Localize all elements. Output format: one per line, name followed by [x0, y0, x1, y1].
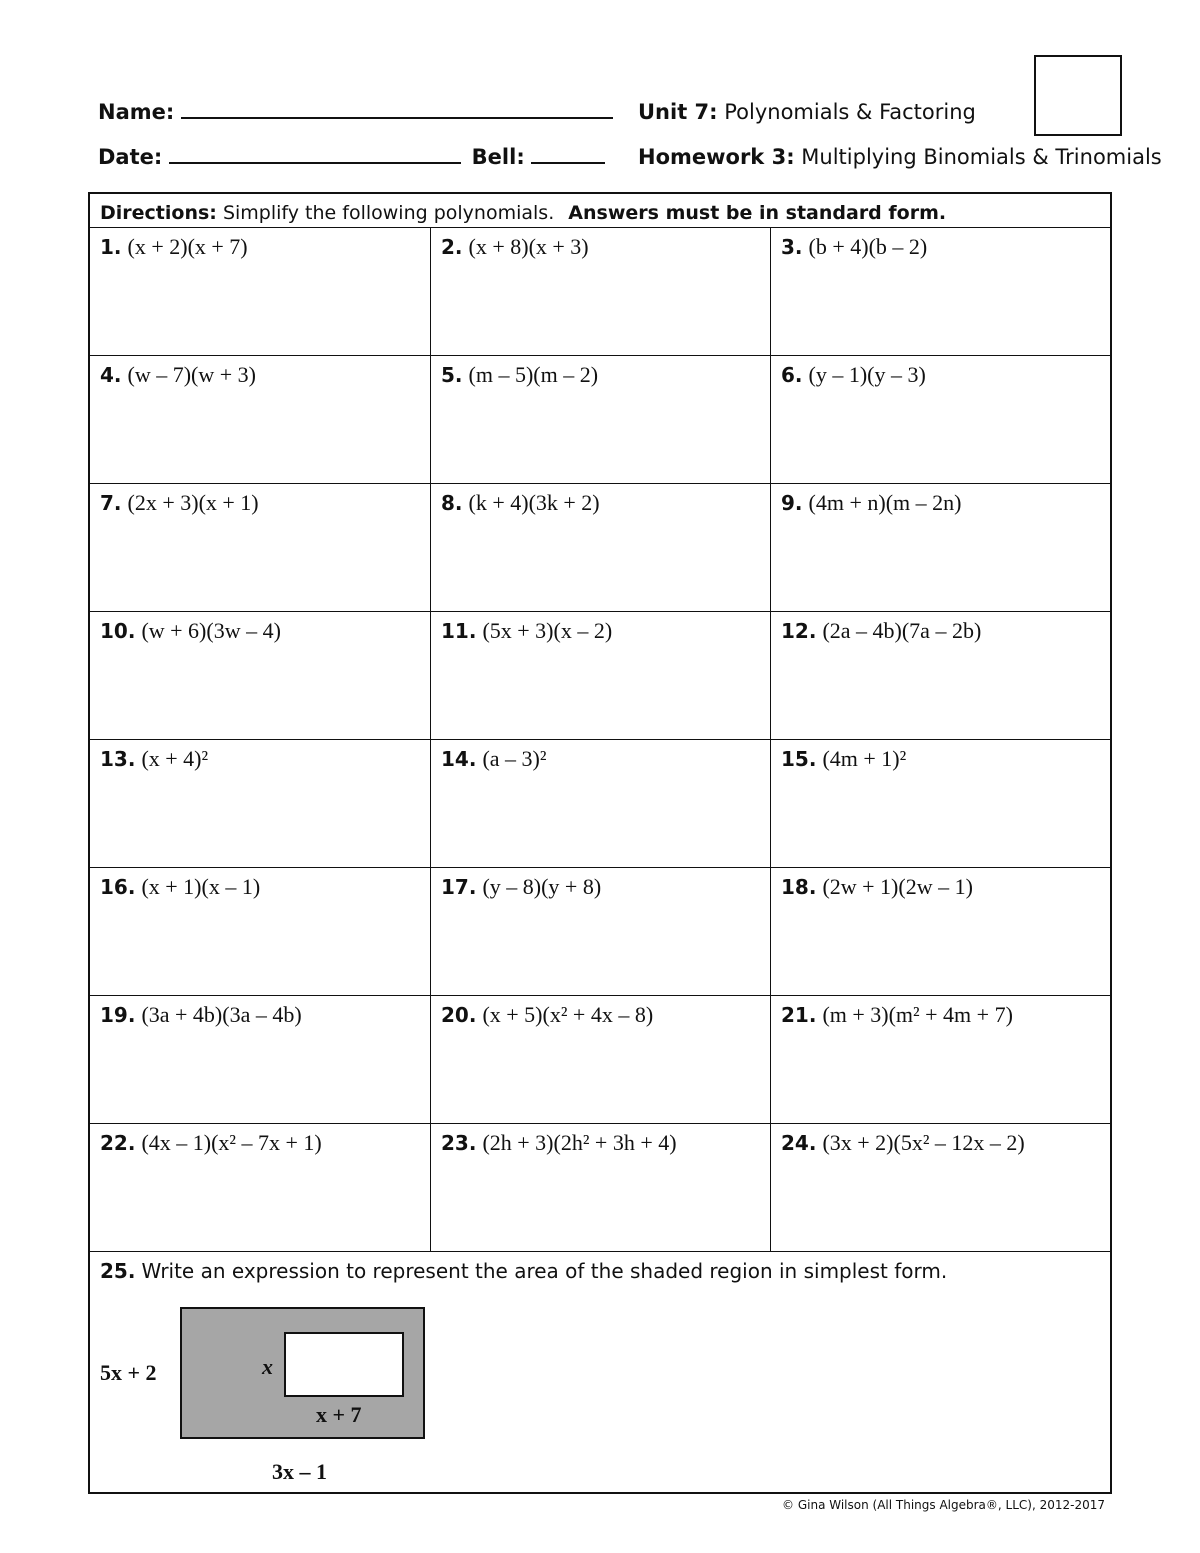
problem-expression: (m – 5)(m – 2) [468, 362, 599, 387]
problem-number: 18. [781, 875, 817, 899]
problem-number: 8. [441, 491, 463, 515]
problem-number: 5. [441, 363, 463, 387]
unit-heading [638, 100, 976, 124]
problem-number: 7. [100, 491, 122, 515]
problem-cell[interactable] [90, 612, 430, 739]
problem-cell[interactable] [770, 1124, 1110, 1251]
inner-height-label: x [262, 1354, 273, 1379]
problem-expression: (w – 7)(w + 3) [127, 362, 257, 387]
problem-expression: (y – 1)(y – 3) [808, 362, 926, 387]
problem-expression: (x + 4)² [141, 746, 209, 771]
question-25[interactable] [90, 1252, 1110, 1492]
problem-row [90, 868, 1110, 996]
problem-expression: (k + 4)(3k + 2) [468, 490, 600, 515]
problem-expression: (a – 3)² [482, 746, 547, 771]
question-25-prompt [100, 1259, 947, 1283]
problem-number: 11. [441, 619, 477, 643]
bell-label: Bell: [471, 145, 525, 169]
problem-cell[interactable] [430, 356, 770, 483]
directions-emphasis: Answers must be in standard form. [568, 202, 947, 224]
problem-expression: (2h + 3)(2h² + 3h + 4) [482, 1130, 677, 1155]
problem-number: 13. [100, 747, 136, 771]
copyright-notice: © Gina Wilson (All Things Algebra®, LLC), 2012-2017 [782, 1498, 1105, 1512]
problem-number: 4. [100, 363, 122, 387]
name-label: Name: [98, 100, 175, 124]
problem-expression: (4x – 1)(x² – 7x + 1) [141, 1130, 322, 1155]
problem-cell[interactable] [90, 484, 430, 611]
directions-text: Simplify the following polynomials. [222, 202, 555, 224]
problem-expression: (3a + 4b)(3a – 4b) [141, 1002, 302, 1027]
problem-cell[interactable] [430, 484, 770, 611]
problem-number: 21. [781, 1003, 817, 1027]
problem-cell[interactable] [90, 228, 430, 355]
homework-heading [638, 145, 1162, 169]
problem-expression: (5x + 3)(x – 2) [482, 618, 613, 643]
problem-cell[interactable] [770, 996, 1110, 1123]
problem-number: 1. [100, 235, 122, 259]
problem-cell[interactable] [430, 612, 770, 739]
problem-number: 19. [100, 1003, 136, 1027]
problem-expression: (4m + 1)² [822, 746, 907, 771]
question-25-text: Write an expression to represent the area of the shaded region in simplest form. [141, 1259, 948, 1283]
problem-row [90, 740, 1110, 868]
problem-expression: (3x + 2)(5x² – 12x – 2) [822, 1130, 1025, 1155]
problem-expression: (4m + n)(m – 2n) [808, 490, 962, 515]
directions-label: Directions: [100, 202, 217, 224]
problem-number: 17. [441, 875, 477, 899]
problem-expression: (2x + 3)(x + 1) [127, 490, 259, 515]
question-25-number: 25. [100, 1259, 136, 1283]
problem-expression: (2w + 1)(2w – 1) [822, 874, 973, 899]
problem-cell[interactable] [90, 740, 430, 867]
unshaded-inner-rectangle [284, 1332, 404, 1397]
homework-label: Homework 3: [638, 145, 795, 169]
problem-cell[interactable] [90, 868, 430, 995]
problem-cell[interactable] [430, 1124, 770, 1251]
problem-row [90, 484, 1110, 612]
problem-cell[interactable] [430, 228, 770, 355]
problem-row [90, 228, 1110, 356]
problem-row [90, 1124, 1110, 1252]
unit-label: Unit 7: [638, 100, 718, 124]
problem-expression: (x + 1)(x – 1) [141, 874, 261, 899]
problem-cell[interactable] [770, 228, 1110, 355]
problem-expression: (x + 8)(x + 3) [468, 234, 589, 259]
problem-expression: (x + 5)(x² + 4x – 8) [482, 1002, 654, 1027]
problem-cell[interactable] [770, 868, 1110, 995]
problem-number: 16. [100, 875, 136, 899]
problem-number: 23. [441, 1131, 477, 1155]
date-blank[interactable] [169, 162, 461, 164]
problem-number: 6. [781, 363, 803, 387]
problem-cell[interactable] [770, 356, 1110, 483]
bell-blank[interactable] [531, 162, 605, 164]
problem-expression: (x + 2)(x + 7) [127, 234, 248, 259]
problem-expression: (2a – 4b)(7a – 2b) [822, 618, 982, 643]
problem-row [90, 996, 1110, 1124]
problem-cell[interactable] [770, 484, 1110, 611]
problem-expression: (w + 6)(3w – 4) [141, 618, 281, 643]
problem-number: 14. [441, 747, 477, 771]
unit-title: Polynomials & Factoring [724, 100, 976, 124]
outer-height-label: 5x + 2 [100, 1360, 157, 1385]
problem-cell[interactable] [770, 612, 1110, 739]
problem-expression: (b + 4)(b – 2) [808, 234, 928, 259]
problem-number: 24. [781, 1131, 817, 1155]
problem-cell[interactable] [430, 996, 770, 1123]
problem-cell[interactable] [430, 868, 770, 995]
problem-expression: (y – 8)(y + 8) [482, 874, 602, 899]
problem-cell[interactable] [430, 740, 770, 867]
problem-number: 3. [781, 235, 803, 259]
problem-cell[interactable] [770, 740, 1110, 867]
date-label: Date: [98, 145, 163, 169]
problem-number: 9. [781, 491, 803, 515]
grade-box[interactable] [1034, 55, 1122, 136]
name-field [98, 100, 613, 124]
problem-row [90, 356, 1110, 484]
problem-number: 10. [100, 619, 136, 643]
problem-cell[interactable] [90, 1124, 430, 1251]
problem-number: 2. [441, 235, 463, 259]
problem-number: 12. [781, 619, 817, 643]
problem-grid [90, 228, 1110, 1252]
problem-number: 20. [441, 1003, 477, 1027]
problem-number: 22. [100, 1131, 136, 1155]
problem-cell[interactable] [90, 356, 430, 483]
date-field [98, 145, 605, 169]
outer-width-label: 3x – 1 [272, 1459, 327, 1484]
directions-row [90, 194, 1110, 228]
name-blank[interactable] [181, 117, 613, 119]
problem-row [90, 612, 1110, 740]
problem-expression: (m + 3)(m² + 4m + 7) [822, 1002, 1013, 1027]
inner-width-label: x + 7 [316, 1402, 362, 1427]
worksheet-table [88, 192, 1112, 1494]
problem-cell[interactable] [90, 996, 430, 1123]
homework-title: Multiplying Binomials & Trinomials [801, 145, 1162, 169]
problem-number: 15. [781, 747, 817, 771]
